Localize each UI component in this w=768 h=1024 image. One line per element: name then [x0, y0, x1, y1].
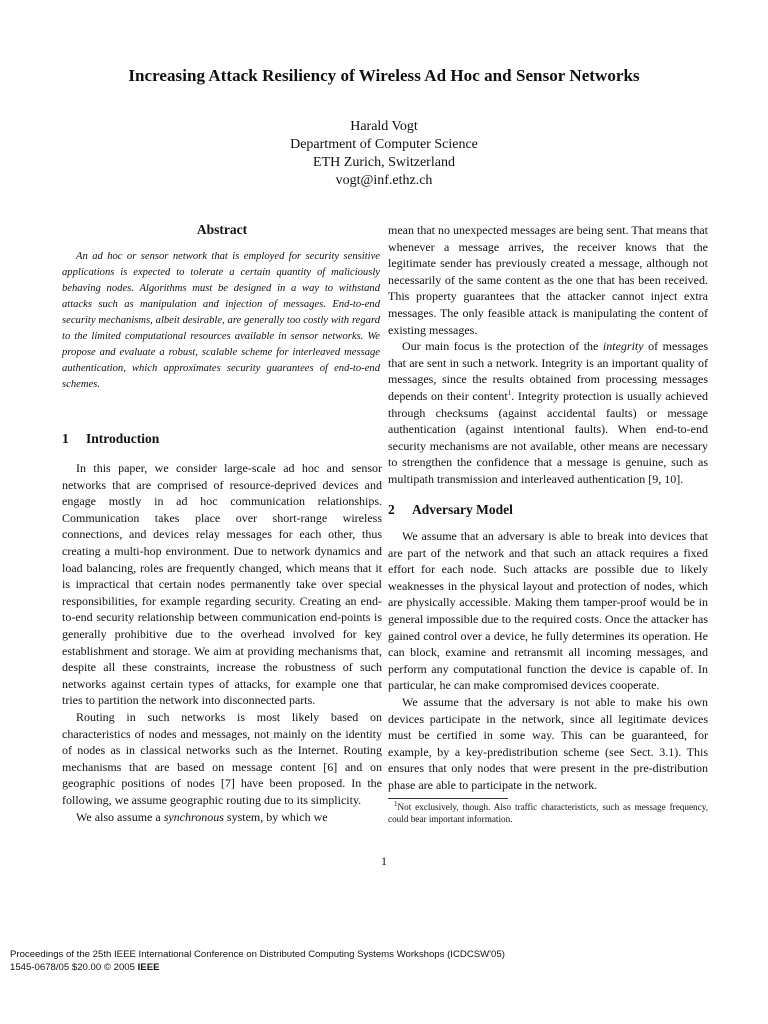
- copyright-line: [10, 961, 505, 974]
- adversary-paragraph-2: We assume that the adversary is not able to make his own devices participate in the network, since all legitimate devices must be certified in some way. This can be guaranteed, for example, by a key-predistribution scheme (see Sect. 3.1). This ensures that only nodes that were present in the pre-distribution phase are able to participate in the network.: [388, 695, 708, 792]
- abstract-text: An ad hoc or sensor network that is employed for security sensitive applications is expected to tolerate a certain quantity of maliciously behaving nodes. Algorithms must be designed in a way to withstand attacks such as manipulation and injection of messages. End-to-end security mechanisms, albeit desirable, are generally too costly with regard to the limited computational resources available in sensor networks. We propose and evaluate a robust, scalable scheme for interleaved message authentication, which approximates security guarantees of end-to-end schemes.: [62, 250, 380, 391]
- text-run: of messages that are sent in such a network. Integrity is an important quality of messages, since the results obtained from processing messages depends on their content: [388, 339, 708, 403]
- intro-continuation-paragraph: mean that no unexpected messages are being sent. That means that whenever a message arrives, the receiver knows that the legitimate sender has previously created a message, although not necessarily of the same content as the one that has been received. This property guarantees that the attacker cannot inject extra messages. The only feasible attack is manipulating the content of existing messages.: [388, 223, 709, 337]
- intro-paragraph-1: In this paper, we consider large-scale ad hoc and sensor networks that are comprised of resource-deprived devices and engage mostly in ad hoc communication relationships. Communication takes place over short-range wireless connections, and devices relay messages for each other, thus creating a multi-hop environment. Due to network dynamics and load balancing, roles are frequently changed, which means that it is impractical that certain nodes permanently take over special responsibilities, for example regarding security. Creating an end-to-end security relationship between communication end-points is generally prohibitive due to the overhead involved for key establishment and storage. We aim at providing mechanisms that, despite all these constraints, increase the robustness of such networks against certain types of attacks, for example one that tries to partition the network into disconnected parts.: [62, 461, 382, 708]
- author-block: [0, 118, 768, 190]
- emphasis-integrity: integrity: [602, 339, 644, 354]
- intro-paragraph-3: [62, 809, 382, 826]
- copyright-text: 1545-0678/05 $20.00 © 2005: [10, 962, 138, 973]
- right-column: [388, 222, 708, 826]
- text-run: system, by which we: [223, 809, 328, 824]
- left-column: [62, 222, 382, 825]
- adversary-paragraph-1: We assume that an adversary is able to break into devices that are part of the network and that such an attack requires a fixed effort for each node. Such attacks are possible due to likely weaknesses in the physical layout and protection of nodes, which are physically accessible. Making them tamper-proof would be in general impossible due to the required costs. Once the attacker has gained control over a device, he fully determines its operation. He can block, examine and retransmit all incoming messages, and perform any computational function the device is capable of. In particular, he can make compromised devices cooperate.: [388, 529, 708, 693]
- ieee-logo: IEEE: [137, 962, 160, 973]
- section-heading-introduction: [62, 431, 382, 448]
- text-run: . Integrity protection is usually achieved through checksums (against accidental faults) or message authentication (against intentional faults). When end-to-end security mechanisms are not available, other means are necessary to strengthen the confidence that a message is genuine, such as multipath transmission and interleaved authentication [9, 10].: [388, 388, 708, 486]
- emphasis-synchronous: synchronous: [163, 809, 224, 824]
- proceedings-line: Proceedings of the 25th IEEE International Conference on Distributed Computing Systems Workshops (ICDCSW'05): [10, 949, 505, 960]
- author-institution: ETH Zurich, Switzerland: [313, 155, 455, 170]
- author-department: Department of Computer Science: [290, 137, 478, 152]
- abstract-heading: Abstract: [196, 222, 248, 237]
- footnote: [388, 801, 708, 826]
- text-run: Our main focus is the protection of the: [402, 339, 603, 354]
- footnote-mark: 1: [394, 799, 398, 808]
- section-title: Introduction: [86, 431, 160, 447]
- text-run: We also assume a: [76, 809, 164, 824]
- footnote-divider: [388, 798, 508, 799]
- paper-title: Increasing Attack Resiliency of Wireless Ad Hoc and Sensor Networks: [128, 66, 640, 85]
- intro-paragraph-2: Routing in such networks is most likely based on characteristics of nodes and messages, not mainly on the identity of nodes as in classical networks such as the Internet. Routing mechanisms that are based on message content [6] and on geographic positions of nodes [7] have been proposed. In the following, we assume geographic routing due to its simplicity.: [62, 709, 382, 807]
- author-email: vogt@inf.ethz.ch: [335, 173, 433, 188]
- section-heading-adversary-model: [388, 502, 708, 519]
- author-name: Harald Vogt: [350, 119, 418, 134]
- footnote-text: Not exclusively, though. Also traffic characteristicts, such as message frequency, could bear important information.: [388, 801, 708, 825]
- section-number: 1: [62, 431, 69, 447]
- footnote-reference[interactable]: 1: [507, 388, 512, 397]
- proceedings-footer: [10, 948, 505, 974]
- intro-integrity-paragraph: [388, 338, 708, 487]
- section-title: Adversary Model: [412, 501, 513, 517]
- page-number: 1: [381, 854, 387, 868]
- section-number: 2: [388, 501, 395, 517]
